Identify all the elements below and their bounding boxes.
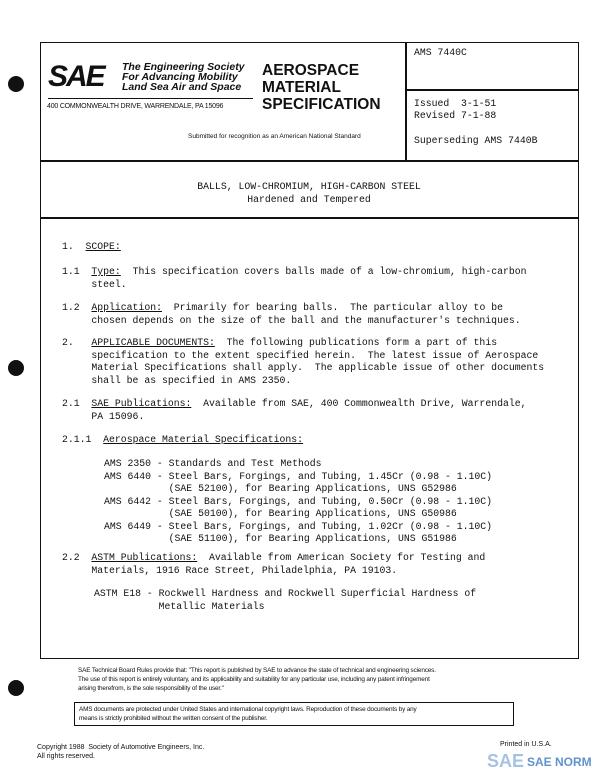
list-item: AMS 6449 - Steel Bars, Forgings, and Tubing, 1.02Cr (0.98 - 1.10C) <box>104 520 493 532</box>
title-line: BALLS, LOW-CHROMIUM, HIGH-CARBON STEEL <box>197 181 421 192</box>
text: Primarily for bearing balls. The particular alloy to be <box>161 302 503 313</box>
subtitle-line: Hardened and Tempered <box>247 193 371 205</box>
section-1-1 <box>62 266 526 291</box>
rules-line: The use of this report is entirely voluntary, and its applicability and suitability for any particular use, including any patent infringement <box>78 676 430 683</box>
text: Available from SAE, 400 Commonwealth Drive, Warrendale, <box>191 398 527 409</box>
notice-line: AMS documents are protected under United States and international copyright laws. Reproduction of these documents by any <box>79 706 417 713</box>
rights-line: All rights reserved. <box>37 753 95 760</box>
heading: Aerospace Material Specifications: <box>103 434 304 445</box>
spec-title <box>262 62 381 113</box>
text: steel. <box>91 278 127 290</box>
divider <box>40 217 578 219</box>
heading: SCOPE: <box>85 241 121 252</box>
text: PA 15096. <box>91 410 145 422</box>
org-tagline <box>122 62 245 92</box>
list-item: AMS 6440 - Steel Bars, Forgings, and Tubing, 1.45Cr (0.98 - 1.10C) <box>104 470 493 482</box>
text: Material Specifications shall apply. The applicable issue of other documents <box>91 362 545 373</box>
printed-in: Printed in U.S.A. <box>500 741 552 748</box>
address: 400 COMMONWEALTH DRIVE, WARRENDALE, PA 15096 <box>47 103 224 110</box>
section-1-2 <box>62 302 521 327</box>
heading: ASTM Publications: <box>91 552 198 563</box>
heading: APPLICABLE DOCUMENTS: <box>91 337 215 348</box>
text: shall be as specified in AMS 2350. <box>91 374 292 386</box>
num: 2.1 <box>62 398 80 409</box>
section-2-1-1 <box>62 434 303 447</box>
list-item: (SAE 50100), for Bearing Applications, UNS G50986 <box>104 508 457 519</box>
astm-list <box>94 588 476 613</box>
text: chosen depends on the size of the ball and the manufacturer's techniques. <box>91 314 521 326</box>
divider <box>405 89 578 91</box>
org-line: The Engineering Society <box>122 61 245 73</box>
copyright-notice-box <box>74 702 514 726</box>
doc-title <box>40 181 578 206</box>
issued-date: Issued 3-1-51 <box>414 98 497 109</box>
section-2 <box>62 337 544 387</box>
doc-number: AMS 7440C <box>414 47 467 58</box>
list-item: (SAE 51100), for Bearing Applications, UNS G51986 <box>104 533 457 544</box>
list-item: ASTM E18 - Rockwell Hardness and Rockwell Superficial Hardness of <box>94 588 477 599</box>
divider <box>40 160 578 162</box>
rules-line: arising therefrom, is the sole responsibility of the user." <box>78 685 224 692</box>
num: 1. <box>62 241 74 252</box>
notice-line: means is strictly prohibited without the written consent of the publisher. <box>79 715 268 722</box>
punch-hole <box>8 76 24 92</box>
copyright-line: Copyright 1988 Society of Automotive Engineers, Inc. <box>37 744 205 751</box>
num: 2.1.1 <box>62 434 92 445</box>
copyright <box>37 743 204 761</box>
org-line: Land Sea Air and Space <box>122 81 242 93</box>
rules-line: SAE Technical Board Rules provide that: "This report is published by SAE to advance the state of technical and engineering sciences. <box>78 667 436 674</box>
heading: Type: <box>91 266 121 277</box>
section-2-2 <box>62 552 485 577</box>
watermark-logo: SAE <box>487 751 525 771</box>
section-1 <box>62 241 121 254</box>
submitted-note: Submitted for recognition as an American National Standard <box>188 133 361 140</box>
text: This specification covers balls made of a low-chromium, high-carbon <box>120 266 527 277</box>
list-item: AMS 2350 - Standards and Test Methods <box>104 458 322 469</box>
num: 1.2 <box>62 302 80 313</box>
punch-hole <box>8 680 24 696</box>
revised-date: Revised 7-1-88 <box>414 110 497 121</box>
title-line: SPECIFICATION <box>262 96 381 113</box>
watermark-text: SAE NORM <box>527 755 592 769</box>
num: 2.2 <box>62 552 80 563</box>
text: Materials, 1916 Race Street, Philadelphia, PA 19103. <box>91 564 398 576</box>
list-item: AMS 6442 - Steel Bars, Forgings, and Tubing, 0.50Cr (0.98 - 1.10C) <box>104 495 493 507</box>
sae-logo: SAE <box>48 60 104 93</box>
board-rules <box>78 666 436 693</box>
org-line: For Advancing Mobility <box>122 71 238 83</box>
divider <box>405 42 407 160</box>
ams-list <box>104 458 492 546</box>
heading: Application: <box>91 302 162 313</box>
title-line: AEROSPACE <box>262 62 360 79</box>
superseding: Superseding AMS 7440B <box>414 135 538 146</box>
divider <box>48 98 253 99</box>
text: Available from American Society for Testing and <box>197 552 486 563</box>
section-2-1 <box>62 398 526 423</box>
title-line: MATERIAL <box>262 79 341 96</box>
text: specification to the extent specified herein. The latest issue of Aerospace <box>91 349 539 361</box>
list-item: Metallic Materials <box>94 600 265 612</box>
punch-hole <box>8 360 24 376</box>
text: The following publications form a part of this <box>214 337 498 348</box>
heading: SAE Publications: <box>91 398 192 409</box>
num: 2. <box>62 337 74 348</box>
list-item: (SAE 52100), for Bearing Applications, UNS G52986 <box>104 483 457 494</box>
num: 1.1 <box>62 266 80 277</box>
